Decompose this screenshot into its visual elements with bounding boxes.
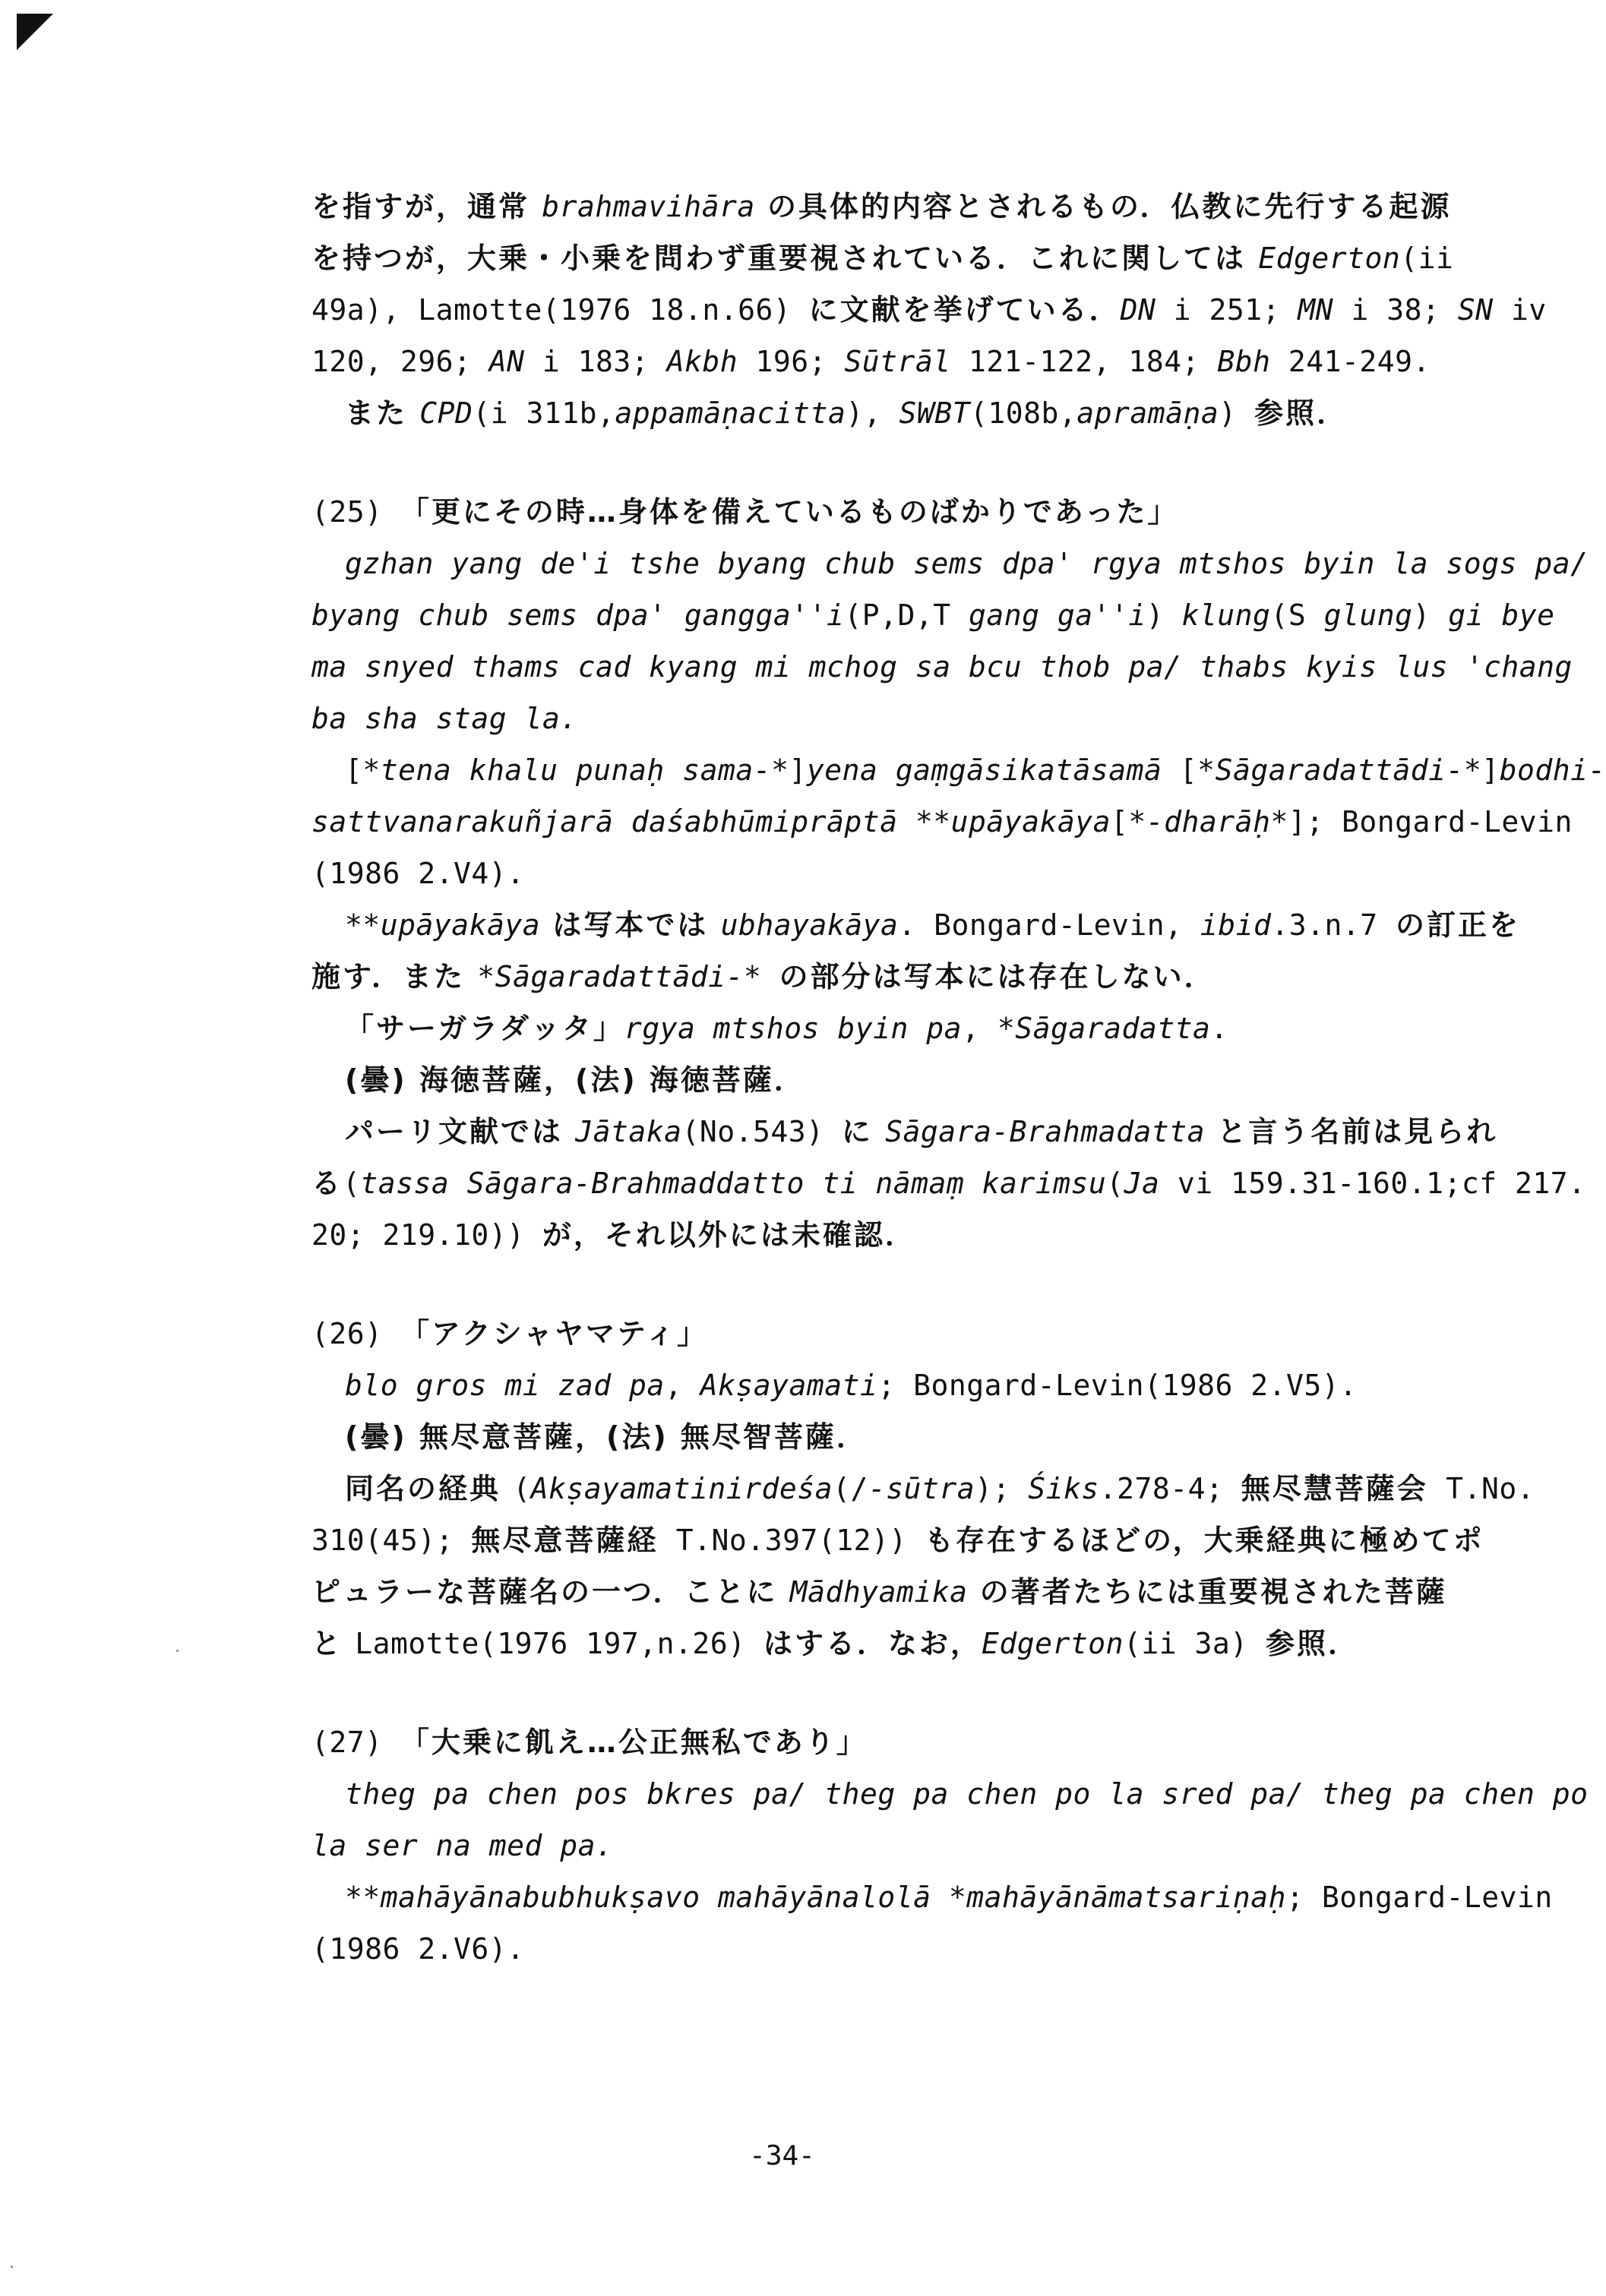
text-line: [311, 641, 1573, 693]
text-run: (ii: [1400, 242, 1454, 275]
italic-term: DN: [1120, 293, 1156, 327]
text-run: 121-122, 184;: [950, 345, 1218, 378]
text-line: [311, 951, 1481, 1003]
text-run: **: [345, 1881, 381, 1914]
text-line: [311, 538, 1589, 589]
text-run: **: [897, 805, 951, 838]
text-run: ),: [846, 396, 899, 430]
text-run: 196;: [738, 345, 845, 378]
italic-term: Bbh: [1217, 345, 1271, 378]
text-run: (S: [1270, 598, 1324, 632]
text-run: ): [1412, 598, 1449, 632]
text-run: i 38;: [1333, 293, 1458, 327]
japanese-text: が，それ以外には未確認．: [542, 1218, 916, 1252]
italic-term: blo gros mi zad pa: [345, 1369, 665, 1402]
text-run: .3.n.7: [1271, 908, 1396, 942]
note-block-b2: [311, 486, 1606, 1261]
text-line: [311, 1768, 1589, 1820]
italic-term: tena khalu punaḥ sama-: [380, 753, 772, 787]
text-line: [311, 589, 1555, 641]
text-run: ): [1219, 396, 1255, 430]
italic-term: Sāgaradattādi-: [495, 960, 744, 993]
note-block-b3: [311, 1308, 1535, 1669]
italic-term: tassa Sāgara-Brahmaddatto ti nāmaṃ karimsu: [360, 1167, 1107, 1200]
text-run: 241-249.: [1270, 345, 1431, 378]
italic-term: -dharāḥ: [1146, 805, 1271, 838]
japanese-text: と: [311, 1627, 356, 1660]
italic-term: MN: [1298, 293, 1334, 327]
italic-term: Sāgara-Brahmadatta: [885, 1115, 1205, 1148]
italic-term: Akbh: [666, 345, 738, 378]
italic-term: AN: [488, 345, 525, 378]
text-line: [311, 1463, 1535, 1514]
text-line: [311, 387, 1481, 439]
text-run: (108b,: [969, 396, 1077, 430]
japanese-text: 無尽意菩薩経: [471, 1524, 659, 1557]
italic-term: SN: [1457, 293, 1494, 327]
italic-term: klung: [1181, 598, 1271, 632]
note-block-b1: [311, 181, 1547, 439]
italic-term: Sāgaradatta: [1015, 1012, 1211, 1045]
japanese-text: を持つが，大乗・小乗を問わず重要視されている．これに関しては: [311, 242, 1259, 275]
japanese-text: の具体的内容とされるもの．仏教に先行する起源: [754, 190, 1452, 223]
text-line: [311, 1618, 1481, 1669]
italic-term: ubhayakāya: [720, 908, 899, 942]
italic-term: Sūtrāl: [844, 345, 951, 378]
note-block-b4: [311, 1716, 1589, 1975]
text-run: *]; Bongard-Levin: [1270, 805, 1573, 838]
text-line: [311, 1054, 1481, 1106]
text-run: (i 311b,: [473, 396, 615, 430]
text-run: *]: [771, 753, 807, 787]
text-run: *: [477, 960, 495, 993]
japanese-text: る: [311, 1167, 343, 1200]
scan-speck: [176, 1650, 179, 1652]
text-run: **: [345, 908, 381, 942]
text-run: ; Bongard-Levin: [1286, 1881, 1553, 1914]
text-run: [*: [1111, 805, 1146, 838]
italic-term: brahmavihāra: [542, 190, 755, 223]
italic-term: theg pa chen pos bkres pa/ theg pa chen po la sred pa/ theg pa chen po: [345, 1777, 1589, 1811]
text-line: [311, 1209, 1481, 1261]
italic-term: gi bye: [1448, 598, 1555, 632]
text-line: [311, 1716, 1481, 1768]
text-run: T.No.397(12)): [658, 1524, 925, 1557]
japanese-text: 「アクシャヤマティ」: [400, 1317, 708, 1350]
italic-term: apramāṇa: [1076, 396, 1219, 430]
italic-term: ma snyed thams cad kyang mi mchog sa bcu thob pa/ thabs kyis lus 'chang: [311, 650, 1573, 684]
text-run: , *: [962, 1012, 1016, 1045]
text-run: *: [743, 960, 779, 993]
japanese-text: (曇) 海徳菩薩，(法) 海徳菩薩．: [345, 1063, 805, 1097]
italic-term: la ser na med pa.: [311, 1829, 614, 1862]
italic-term: rgya mtshos byin pa: [624, 1012, 963, 1045]
text-run: [*: [345, 753, 381, 787]
text-run: .: [1210, 1012, 1228, 1045]
text-line: [311, 486, 1481, 538]
italic-term: mahāyānabubhukṣavo mahāyānalolā: [380, 1881, 931, 1914]
text-run: vi 159.31-160.1;cf 217.: [1159, 1167, 1586, 1200]
italic-term: SWBT: [899, 396, 970, 430]
japanese-text: ピュラーな菩薩名の一つ．ことに: [311, 1575, 790, 1609]
italic-term: gzhan yang de'i tshe byang chub sems dpa' rgya mtshos byin la sogs pa/: [345, 547, 1589, 580]
italic-term: ibid: [1200, 908, 1272, 942]
text-run: (25): [311, 495, 400, 529]
text-run: (/: [833, 1472, 868, 1505]
japanese-text: (曇) 無尽意菩薩，(法) 無尽智菩薩．: [345, 1420, 868, 1454]
japanese-text: 無尽慧菩薩会: [1241, 1472, 1428, 1505]
italic-term: Edgerton: [1258, 242, 1401, 275]
text-line: [311, 1106, 1498, 1157]
italic-term: Śiks: [1028, 1472, 1099, 1505]
text-run: (No.543): [681, 1115, 842, 1148]
text-line: [311, 1003, 1481, 1054]
japanese-text: パーリ文献では: [345, 1115, 576, 1148]
text-run: i 251;: [1155, 293, 1298, 327]
text-run: iv: [1493, 293, 1547, 327]
text-line: [311, 336, 1481, 387]
italic-term: mahāyānāmatsariṇaḥ: [966, 1881, 1287, 1914]
text-run: (: [513, 1472, 531, 1505]
page-number: -34-: [749, 2140, 815, 2171]
japanese-text: 同名の経典: [345, 1472, 514, 1505]
italic-term: -sūtra: [868, 1472, 975, 1505]
text-line: [311, 232, 1481, 284]
text-line: [311, 1308, 1481, 1360]
text-line: [311, 284, 1547, 336]
italic-term: Akṣayamatinirdeśa: [530, 1472, 833, 1505]
japanese-text: 施す．また: [311, 960, 478, 993]
italic-term: gang ga''i: [969, 598, 1146, 632]
text-line: [311, 899, 1521, 951]
italic-term: upāyakāya: [380, 908, 541, 942]
document-body: [311, 181, 1606, 1975]
japanese-text: に: [841, 1115, 886, 1148]
text-line: [311, 1514, 1484, 1566]
text-run: [*: [1162, 753, 1216, 787]
japanese-text: は写本では: [540, 908, 721, 942]
text-run: );: [975, 1472, 1029, 1505]
text-run: (P,D,T: [844, 598, 969, 632]
text-run: *]: [1463, 753, 1500, 787]
text-line: [311, 1566, 1481, 1618]
italic-term: Akṣayamati: [700, 1369, 878, 1402]
japanese-text: の著者たちには重要視された菩薩: [967, 1575, 1447, 1609]
italic-term: Ja: [1124, 1167, 1160, 1200]
japanese-text: はする．なお，: [763, 1627, 982, 1660]
text-line: [311, 1871, 1553, 1923]
text-line: [311, 1360, 1481, 1411]
text-run: 120, 296;: [311, 345, 489, 378]
japanese-text: 「大乗に飢え…公正無私であり」: [400, 1726, 868, 1759]
japanese-text: 「更にその時…身体を備えているものばかりであった」: [400, 495, 1179, 529]
text-run: *: [931, 1881, 967, 1914]
italic-term: CPD: [419, 396, 473, 430]
italic-term: ba sha stag la.: [311, 702, 578, 735]
paragraph-gap: [311, 1261, 1481, 1308]
italic-term: Mādhyamika: [789, 1575, 968, 1609]
japanese-text: また: [345, 396, 420, 430]
text-line: [311, 744, 1606, 796]
text-run: .278-4;: [1099, 1472, 1241, 1505]
italic-term: byang chub sems dpa' gangga''i: [311, 598, 845, 632]
italic-term: upāyakāya: [950, 805, 1111, 838]
text-line: [311, 1923, 1481, 1975]
japanese-text: 「サーガラダッタ」: [345, 1012, 624, 1045]
text-run: i 183;: [524, 345, 667, 378]
italic-term: glung: [1323, 598, 1413, 632]
italic-term: yena gaṃgāsikatāsamā: [806, 753, 1162, 787]
scan-speck: [11, 2266, 13, 2268]
corner-registration-mark: [17, 14, 53, 50]
italic-term: Sāgaradattādi-: [1215, 753, 1464, 787]
text-line: [311, 1157, 1586, 1209]
japanese-text: の部分は写本には存在しない．: [779, 960, 1216, 993]
text-run: . Bongard-Levin,: [898, 908, 1200, 942]
japanese-text: の訂正を: [1396, 908, 1521, 942]
text-run: (1986 2.V4).: [311, 857, 525, 890]
text-run: 310(45);: [311, 1524, 472, 1557]
text-run: (1986 2.V6).: [311, 1932, 525, 1966]
paragraph-gap: [311, 439, 1481, 486]
text-run: ; Bongard-Levin(1986 2.V5).: [877, 1369, 1358, 1402]
text-run: Lamotte(1976 197,n.26): [355, 1627, 763, 1660]
italic-term: sattvanarakuñjarā daśabhūmiprāptā: [311, 805, 898, 838]
text-line: [311, 848, 1481, 899]
text-run: (: [343, 1167, 361, 1200]
paragraph-gap: [311, 1669, 1481, 1716]
japanese-text: 参照．: [1254, 396, 1348, 430]
italic-term: bodhi-: [1499, 753, 1606, 787]
japanese-text: を指すが，通常: [311, 190, 542, 223]
text-run: 49a), Lamotte(1976 18.n.66): [311, 293, 809, 327]
text-run: 20; 219.10)): [311, 1218, 542, 1252]
japanese-text: に文献を挙げている．: [808, 293, 1121, 327]
text-run: (26): [311, 1317, 400, 1350]
italic-term: Edgerton: [981, 1627, 1124, 1660]
text-run: (ii 3a): [1123, 1627, 1266, 1660]
text-run: (27): [311, 1726, 400, 1759]
text-line: [311, 796, 1573, 848]
japanese-text: 参照．: [1266, 1627, 1360, 1660]
italic-term: Jātaka: [575, 1115, 682, 1148]
text-line: [311, 693, 1481, 744]
text-line: [311, 1820, 1481, 1871]
japanese-text: と言う名前は見られ: [1204, 1115, 1498, 1148]
text-line: [311, 1411, 1481, 1463]
italic-term: appamāṇacitta: [615, 396, 846, 430]
text-run: T.No.: [1427, 1472, 1535, 1505]
text-line: [311, 181, 1481, 232]
text-run: (: [1106, 1167, 1124, 1200]
text-run: ,: [664, 1369, 700, 1402]
japanese-text: も存在するほどの，大乗経典に極めてポ: [925, 1524, 1484, 1557]
text-run: ): [1146, 598, 1182, 632]
